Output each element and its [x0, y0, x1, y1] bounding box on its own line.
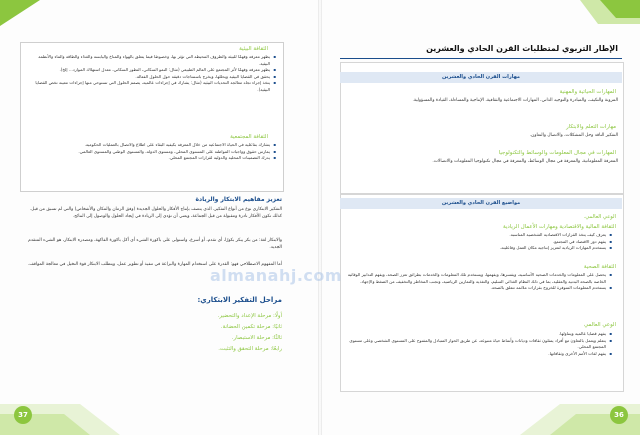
stage-item: رابعًا: مرحلة التحقق والتثبت. [218, 346, 282, 352]
life-skills-heading: المهارات الحياتية والمهنية [559, 89, 616, 95]
list-item: ▪ يدرك التضمينات المحلية والدولية لقرارات المجتمع المحلي. [26, 155, 276, 162]
list-item: ▪ يستخدم المهارات الريادية لتعزيز إنتاجية مكان العمل وفاعليته. [346, 245, 612, 252]
section-bar-themes [340, 198, 622, 209]
corner-decoration-top-left [0, 0, 40, 26]
innovation-paragraph-2: والابتكار لغة: من بكر يبكر بكورًا، أي تقدم، أو أسرع، واستولى على باكورة الشيء أي أكل باكورة الفاكهة، ومصدره الابتكار، هو الشيء المتقدم الجديد. [28, 238, 282, 250]
list-item: ▪ يستخدم المعلومات المتوفرة للخروج بقرارات ملائمة تتعلق بالصحة. [346, 285, 612, 292]
title-underline [340, 58, 622, 59]
section-bar-skills [340, 72, 622, 83]
learning-skills-text: التفكير الناقد وحل المشكلات، والاتصال والتعاون. [529, 133, 618, 138]
section-bar-skills-label: مهارات القرن الحادي والعشرين [442, 74, 520, 80]
book-gutter [318, 0, 322, 435]
environmental-literacy-list [26, 54, 276, 94]
stages-list [20, 311, 282, 355]
list-item: ▪ يتخذ إجراء تجاه معالجة التحديات البيئية (مثال: يشارك في إجراءات عالمية، يصمم الحلول التي تستوحي منها إجراءات معينة تخص القضايا البيئية). [26, 80, 276, 93]
list-item: ▪ يفهم دور الاقتصاد في المجتمع. [346, 239, 612, 246]
global-awareness-list [346, 331, 612, 357]
stages-heading: مراحل التفكير الابتكاري: [197, 296, 282, 304]
global-awareness-heading: الوعي العالمي [584, 322, 616, 328]
page-number-right: 36 [610, 406, 628, 424]
list-item: ▪ يتعلم ويعمل بالتعاون مع أفراد يمثلون ثقافات وديانات وأنماط حياة متنوعة، عن طريق الحوار المتبادل والمفتوح على المستوى الشخصي وعلى مستوى المجتمع المحلي. [346, 338, 612, 351]
list-item: ▪ يظهر معرفة وفهمًا لأثر المجتمع على العالم الطبيعي (مثال: النمو السكاني، التطور السكاني، معدل استهلاك الموارد... إلخ). [26, 67, 276, 74]
list-item: ▪ يحقق في القضايا البيئية ويحللها، ويخرج باستنتاجات دقيقة حول الحلول الفعالة. [26, 74, 276, 81]
stage-item: أولًا: مرحلة الإعداد والتحضير. [217, 313, 282, 319]
innovation-paragraph-1: التفكير الابتكاري نوع من أنواع التفكير، الذي يتصف بإنتاج الأفكار والحلول الجديدة (وفق الزمان والمكان والأشخاص) والتي لم تسبق من قبل. كذلك تكون الأفكار نادرة ومقبولة من قبل الجماعة، ويعني أن تؤدي إلى الريادة في إيجاد الحلول والوصول إلى النتائج. [29, 207, 282, 219]
info-media-text: المعرفة المعلوماتية، والمعرفة في مجال الوسائط، والمعرفة في مجال تكنولوجيا المعلومات والاتصالات. [432, 159, 618, 164]
list-item: ▪ يفهم لغات الأمم الأخرى وثقافاتها. [346, 351, 612, 358]
list-item: ▪ يفهم قضايا عالمية ويتناولها. [346, 331, 612, 338]
page-title: الإطار التربوي لمتطلبات القرن الحادي والعشرين [426, 44, 618, 53]
innovation-heading: تعزيز مفاهيم الابتكار والريادة [195, 196, 282, 203]
learning-skills-heading: مهارات التعلم والابتكار [566, 124, 616, 130]
civic-literacy-list [26, 142, 276, 162]
watermark: almanahj.com [210, 266, 343, 285]
section-bar-themes-label: مواضيع القرن الحادي والعشرين [441, 200, 521, 206]
civic-literacy-heading: الثقافة المجتمعية [230, 134, 268, 140]
environmental-literacy-heading: الثقافة البيئية [239, 46, 268, 52]
list-item: ▪ يشارك بفاعلية في الحياة الاجتماعية من خلال المعرفة بكيفية البقاء على اطلاع والاتصال بالعمليات الحكومية. [26, 142, 276, 149]
list-item: ▪ يظهر معرفة وفهمًا للبيئة والظروف المحيطة التي تؤثر بها، وخصوصًا فيما يتعلق بالهواء والمناخ واليابسة والغذاء والطاقة والماء والأنظمة البيئية. [26, 54, 276, 67]
info-media-heading: المهارات في مجال المعلومات والوسائط والتكنولوجيا [498, 150, 616, 156]
health-literacy-list [346, 272, 612, 292]
health-literacy-heading: الثقافة الصحية [583, 264, 616, 270]
life-skills-text: المرونة والتكيف، والمبادرة والتوجيه الذاتي، المهارات الاجتماعية والثقافية، الإنتاجية والمساءلة، القيادة والمسؤولية. [412, 98, 618, 103]
list-item: ▪ يمارس حقوق وواجبات المواطنة على المستوى المحلي، ومستوى الدولة، والمستوى الوطني والمستوى العالمي. [26, 149, 276, 156]
stage-item: ثانيًا: مرحلة تكمين الحضانة. [220, 324, 282, 330]
page-number-left: 37 [14, 406, 32, 424]
corner-decoration-top-right [540, 0, 640, 24]
list-item: ▪ يعرف كيف يتخذ القرارات الاقتصادية الشخصية المناسبة. [346, 232, 612, 239]
stage-item: ثالثًا: مرحلة الاستبصار. [231, 335, 282, 341]
list-item: ▪ يحصل على المعلومات والخدمات الصحية الأساسية، ويفسرها، ويفهمها، ويستخدم تلك المعلومات والخدمات بطرائق تعزز الصحة، ويفهم التدابير الوقائية الخاصة بالصحة البدنية والعقلية، بما في ذلك النظام الغذائي السليم، والتغذية والتمارين الرياضية، وتجنب المخاطر والتخفيف من الضغط والإجهاد. [346, 272, 612, 285]
financial-literacy-heading: الثقافة المالية والاقتصادية ومهارات الأعمال الريادية [502, 224, 616, 230]
financial-literacy-list [346, 232, 612, 252]
global-awareness-sub: الوعي العالمي. [583, 214, 616, 220]
innovation-paragraph-3: أما المفهوم الاصطلاحي فهو: القدرة على استخدام المهارة والبراعة في تنفيذ أو تطوير عمل، ويتطلب الابتكار قوة التخيل في معالجة المواقف. [27, 262, 282, 267]
